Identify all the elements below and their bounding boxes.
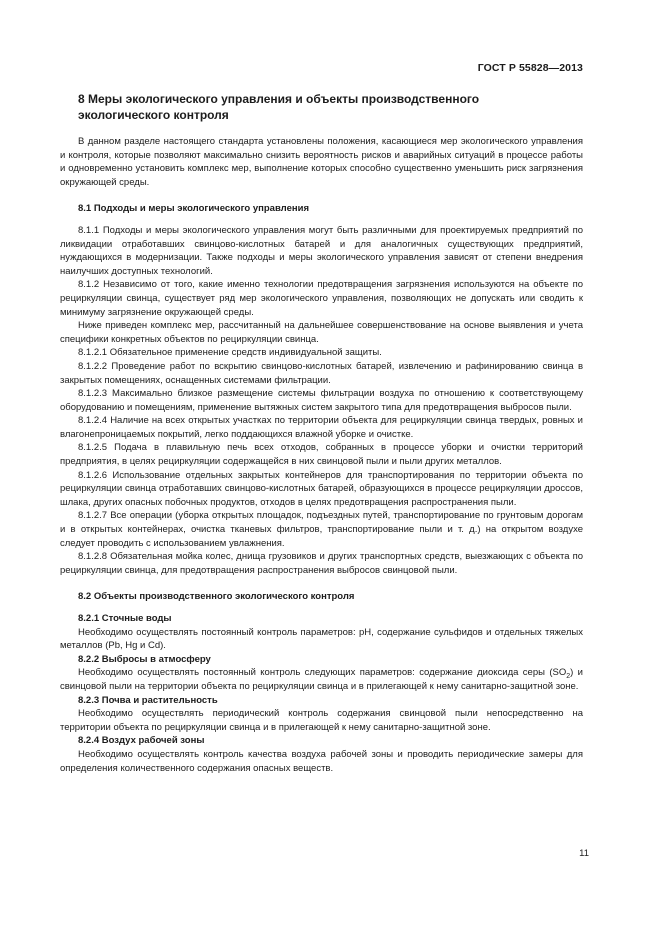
paragraph-8-1-2-6: 8.1.2.6 Использование отдельных закрытых контейнеров для транспортирования по территории объекта по рециркуляции свинца отработавших свинцово-кислотных батарей, образующихся в процессе рециркуляции дроссов, шлака, других опасных побочных продуктов, отходов в целях предотвращения распространения пыли. <box>60 469 583 508</box>
section-intro: В данном разделе настоящего стандарта установлены положения, касающиеся мер экологического управления и контроля, которые позволяют максимально снизить вероятность рисков и аварийных ситуаций в процессе работы и одновременно установить комплекс мер, выполнение которых способно существенно уменьшить риск загрязнения окружающей среды. <box>60 136 583 188</box>
paragraph-8-1-2-8: 8.1.2.8 Обязательная мойка колес, днища грузовиков и других транспортных средств, выезжающих с объекта по рециркуляции свинца, для предотвращения распространения выбросов свинцовой пыли. <box>60 551 583 576</box>
subsection-8-2-title: 8.2 Объекты производственного экологического контроля <box>78 591 355 603</box>
paragraph-8-2-2-part-a: Необходимо осуществлять постоянный контроль следующих параметров: содержание диоксида серы (SO <box>78 667 567 679</box>
section-title-line1: 8 Меры экологического управления и объекты производственного <box>78 92 480 106</box>
paragraph-8-2-2-part-b: ) и свинцовой пыли на территории объекта по рециркуляции свинца и в прилегающей к нему санитарно-защитной зоне. <box>60 667 583 692</box>
section-title-line2: экологического контроля <box>78 107 229 122</box>
paragraph-measures-intro: Ниже приведен комплекс мер, рассчитанный на дальнейшее совершенствование на основе выявления и учета специфики конкретных объектов по рециркуляции свинца. <box>60 320 583 345</box>
subsection-8-2-1-title: 8.2.1 Сточные воды <box>78 613 172 624</box>
subsection-8-1-title: 8.1 Подходы и меры экологического управления <box>78 203 309 215</box>
paragraph-8-2-1: Необходимо осуществлять постоянный контроль параметров: pH, содержание сульфидов и отдельных тяжелых металлов (Pb, Hg и Cd). <box>60 626 583 652</box>
paragraph-8-1-2: 8.1.2 Независимо от того, какие именно технологии предотвращения загрязнения используются на объекте по рециркуляции свинца, существует ряд мер экологического управления, позволяющих не допускать или сводить к минимуму загрязнение окружающей среды. <box>60 279 583 318</box>
page-number: 11 <box>579 848 589 859</box>
paragraph-8-1-2-1: 8.1.2.1 Обязательное применение средств индивидуальной защиты. <box>78 347 382 359</box>
section-title <box>60 92 583 123</box>
paragraph-8-1-2-7: 8.1.2.7 Все операции (уборка открытых площадок, подъездных путей, транспортирование по грунтовым дорогам и в открытых контейнерах, очистка тканевых фильтров, транспортирование пыли и т. д.) на открытом воздухе следует проводить с использованием увлажнения. <box>60 510 583 549</box>
paragraph-8-2-3: Необходимо осуществлять периодический контроль содержания свинцовой пыли непосредственно на территории объекта по рециркуляции свинца и в прилегающей к нему санитарно-защитной зоне. <box>60 708 583 733</box>
document-body <box>60 92 583 775</box>
paragraph-8-1-1: 8.1.1 Подходы и меры экологического управления могут быть различными для проектируемых предприятий по ликвидации отработавших свинцово-кислотных батарей и для аналогичных существующих предприятий, нуждающихся в модернизации. Также подходы и меры экологического управления зависят от степени внедрения наилучших доступных технологий. <box>60 224 583 277</box>
subsection-8-2-4-title: 8.2.4 Воздух рабочей зоны <box>78 735 205 747</box>
paragraph-8-2-2 <box>60 666 583 693</box>
paragraph-8-1-2-5: 8.1.2.5 Подача в плавильную печь всех отходов, собранных в процессе уборки и очистки территорий предприятия, в целях рециркуляции содержащейся в них свинцовой пыли и пыли других металлов. <box>60 442 583 468</box>
subsection-8-2-3-title: 8.2.3 Почва и растительность <box>78 694 218 706</box>
paragraph-8-1-2-2: 8.1.2.2 Проведение работ по вскрытию свинцово-кислотных батарей, извлечению и рафинированию свинца в закрытых помещениях, оснащенных системами фильтрации. <box>60 360 583 386</box>
paragraph-8-2-4: Необходимо осуществлять контроль качества воздуха рабочей зоны и проводить периодические замеры для определения количественного содержания опасных веществ. <box>60 748 583 774</box>
document-header: ГОСТ Р 55828—2013 <box>477 62 583 74</box>
subsection-8-2-2-title: 8.2.2 Выбросы в атмосферу <box>78 653 211 665</box>
paragraph-8-1-2-3: 8.1.2.3 Максимально близкое размещение системы фильтрации воздуха по отношению к соответствующему оборудованию и помещениям, применение вытяжных систем закрытого типа для предотвращения выбросов пыли. <box>60 388 583 413</box>
so2-subscript: 2 <box>566 673 571 681</box>
paragraph-8-1-2-4: 8.1.2.4 Наличие на всех открытых участках по территории объекта для рециркуляции свинца твердых, ровных и влагонепроницаемых покрытий, легко поддающихся влажной уборке и очистке. <box>60 415 583 440</box>
